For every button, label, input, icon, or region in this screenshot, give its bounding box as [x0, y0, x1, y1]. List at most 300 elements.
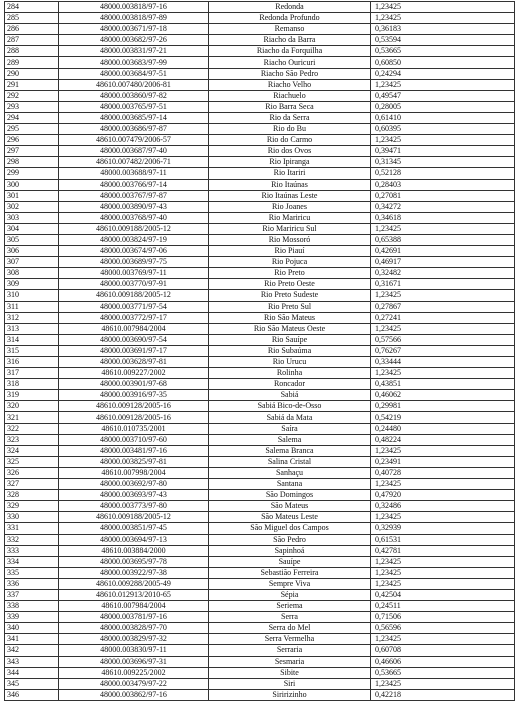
field-name-cell: Rio Sauípe	[209, 334, 371, 345]
row-number-cell: 320	[5, 401, 59, 412]
row-number-cell: 313	[5, 323, 59, 334]
table-row	[5, 379, 515, 390]
field-name-cell: Serra do Mel	[209, 623, 371, 634]
process-number-cell: 48000.003922/97-38	[59, 567, 209, 578]
table-row	[5, 35, 515, 46]
row-number-cell: 293	[5, 101, 59, 112]
process-number-cell: 48610.010735/2001	[59, 423, 209, 434]
table-row	[5, 101, 515, 112]
row-number-cell: 327	[5, 479, 59, 490]
process-number-cell: 48610.009188/2005-12	[59, 223, 209, 234]
table-row	[5, 24, 515, 35]
process-number-cell: 48000.003824/97-19	[59, 234, 209, 245]
row-number-cell: 324	[5, 445, 59, 456]
value-cell: 0,40728	[371, 467, 515, 478]
value-cell: 0,46917	[371, 257, 515, 268]
row-number-cell: 307	[5, 257, 59, 268]
field-name-cell: Riacho da Forquilha	[209, 46, 371, 57]
value-cell: 0,61410	[371, 112, 515, 123]
table-row	[5, 656, 515, 667]
value-cell: 0,42218	[371, 689, 515, 700]
table-row	[5, 589, 515, 600]
value-cell: 0,32939	[371, 523, 515, 534]
value-cell: 0,56596	[371, 623, 515, 634]
process-number-cell: 48000.003692/97-80	[59, 479, 209, 490]
table-row	[5, 601, 515, 612]
value-cell: 0,39471	[371, 146, 515, 157]
process-number-cell: 48000.003683/97-99	[59, 57, 209, 68]
field-name-cell: Redonda Profundo	[209, 13, 371, 24]
process-number-cell: 48610.009128/2005-16	[59, 401, 209, 412]
process-number-cell: 48000.003862/97-16	[59, 689, 209, 700]
process-number-cell: 48610.007482/2006-71	[59, 157, 209, 168]
row-number-cell: 337	[5, 589, 59, 600]
field-name-cell: Seriema	[209, 601, 371, 612]
table-row	[5, 168, 515, 179]
field-name-cell: Rio Itaúnas Leste	[209, 190, 371, 201]
field-name-cell: São Miguel dos Campos	[209, 523, 371, 534]
row-number-cell: 325	[5, 456, 59, 467]
process-number-cell: 48000.003481/97-16	[59, 445, 209, 456]
row-number-cell: 311	[5, 301, 59, 312]
table-row	[5, 357, 515, 368]
table-row	[5, 645, 515, 656]
process-number-cell: 48000.003916/97-35	[59, 390, 209, 401]
table-row	[5, 124, 515, 135]
process-number-cell: 48000.003696/97-31	[59, 656, 209, 667]
field-name-cell: Sauípe	[209, 556, 371, 567]
field-name-cell: Sempre Viva	[209, 578, 371, 589]
field-name-cell: Sebastião Ferreira	[209, 567, 371, 578]
table-row	[5, 46, 515, 57]
table-row	[5, 567, 515, 578]
row-number-cell: 317	[5, 368, 59, 379]
value-cell: 0,24294	[371, 68, 515, 79]
row-number-cell: 340	[5, 623, 59, 634]
field-name-cell: Riachuelo	[209, 90, 371, 101]
process-number-cell: 48610.009188/2005-12	[59, 512, 209, 523]
row-number-cell: 296	[5, 135, 59, 146]
row-number-cell: 295	[5, 124, 59, 135]
field-name-cell: Serra Vermelha	[209, 634, 371, 645]
field-name-cell: Rio Preto Oeste	[209, 279, 371, 290]
table-row	[5, 135, 515, 146]
table-row	[5, 412, 515, 423]
field-name-cell: Salema	[209, 434, 371, 445]
process-number-cell: 48000.003684/97-51	[59, 68, 209, 79]
field-name-cell: Rio Joanes	[209, 201, 371, 212]
process-number-cell: 48000.003851/97-45	[59, 523, 209, 534]
value-cell: 1,23425	[371, 13, 515, 24]
value-cell: 0,54219	[371, 412, 515, 423]
value-cell: 0,33444	[371, 357, 515, 368]
process-number-cell: 48000.003825/97-81	[59, 456, 209, 467]
field-name-cell: Rio Pojuca	[209, 257, 371, 268]
value-cell: 0,27081	[371, 190, 515, 201]
value-cell: 0,49547	[371, 90, 515, 101]
process-number-cell: 48000.003765/97-51	[59, 101, 209, 112]
field-name-cell: Saíra	[209, 423, 371, 434]
table-row	[5, 2, 515, 13]
field-name-cell: Serraria	[209, 645, 371, 656]
table-row	[5, 223, 515, 234]
table-row	[5, 456, 515, 467]
table-row	[5, 578, 515, 589]
row-number-cell: 306	[5, 246, 59, 257]
process-number-cell: 48000.003674/97-06	[59, 246, 209, 257]
field-name-cell: Rio da Serra	[209, 112, 371, 123]
process-number-cell: 48000.003671/97-18	[59, 24, 209, 35]
table-row	[5, 556, 515, 567]
process-number-cell: 48000.003767/97-87	[59, 190, 209, 201]
process-number-cell: 48000.003860/97-82	[59, 90, 209, 101]
process-number-cell: 48000.003479/97-22	[59, 678, 209, 689]
field-name-cell: Rio Barra Seca	[209, 101, 371, 112]
field-name-cell: Sabiá da Mata	[209, 412, 371, 423]
row-number-cell: 321	[5, 412, 59, 423]
field-name-cell: Sabiá Bico-de-Osso	[209, 401, 371, 412]
value-cell: 0,24480	[371, 423, 515, 434]
value-cell: 1,23425	[371, 2, 515, 13]
value-cell: 0,76267	[371, 345, 515, 356]
field-name-cell: Riacho São Pedro	[209, 68, 371, 79]
table-row	[5, 689, 515, 700]
table-row	[5, 501, 515, 512]
process-number-cell: 48610.009225/2002	[59, 667, 209, 678]
process-number-cell: 48000.003690/97-54	[59, 334, 209, 345]
field-name-cell: Rio do Bu	[209, 124, 371, 135]
process-number-cell: 48610.007984/2004	[59, 323, 209, 334]
value-cell: 0,32482	[371, 268, 515, 279]
row-number-cell: 286	[5, 24, 59, 35]
value-cell: 0,65388	[371, 234, 515, 245]
process-number-cell: 48000.003768/97-40	[59, 212, 209, 223]
row-number-cell: 326	[5, 467, 59, 478]
value-cell: 0,32486	[371, 501, 515, 512]
table-row	[5, 445, 515, 456]
row-number-cell: 346	[5, 689, 59, 700]
field-name-cell: Sapinhoá	[209, 545, 371, 556]
value-cell: 0,46062	[371, 390, 515, 401]
value-cell: 0,48224	[371, 434, 515, 445]
value-cell: 0,71506	[371, 612, 515, 623]
value-cell: 0,28403	[371, 179, 515, 190]
value-cell: 0,28005	[371, 101, 515, 112]
table-row	[5, 401, 515, 412]
value-cell: 0,57566	[371, 334, 515, 345]
value-cell: 0,53594	[371, 35, 515, 46]
value-cell: 0,31671	[371, 279, 515, 290]
value-cell: 1,23425	[371, 223, 515, 234]
table-row	[5, 323, 515, 334]
field-name-cell: Sanhaçu	[209, 467, 371, 478]
row-number-cell: 345	[5, 678, 59, 689]
process-number-cell: 48000.003687/97-40	[59, 146, 209, 157]
process-number-cell: 48000.003901/97-68	[59, 379, 209, 390]
field-name-cell: São Domingos	[209, 490, 371, 501]
value-cell: 1,23425	[371, 512, 515, 523]
process-number-cell: 48000.003769/97-11	[59, 268, 209, 279]
process-number-cell: 48000.003828/97-70	[59, 623, 209, 634]
table-row	[5, 534, 515, 545]
process-number-cell: 48610.007479/2006-57	[59, 135, 209, 146]
table-row	[5, 257, 515, 268]
table-row	[5, 678, 515, 689]
row-number-cell: 312	[5, 312, 59, 323]
field-name-cell: Rio Mariricu	[209, 212, 371, 223]
value-cell: 0,34618	[371, 212, 515, 223]
row-number-cell: 288	[5, 46, 59, 57]
row-number-cell: 289	[5, 57, 59, 68]
table-row	[5, 268, 515, 279]
table-row	[5, 146, 515, 157]
value-cell: 0,27867	[371, 301, 515, 312]
value-cell: 0,34272	[371, 201, 515, 212]
field-name-cell: Rio São Mateus Oeste	[209, 323, 371, 334]
row-number-cell: 303	[5, 212, 59, 223]
table-row	[5, 467, 515, 478]
row-number-cell: 333	[5, 545, 59, 556]
table-row	[5, 112, 515, 123]
process-number-cell: 48000.003771/97-54	[59, 301, 209, 312]
row-number-cell: 329	[5, 501, 59, 512]
field-name-cell: Remanso	[209, 24, 371, 35]
value-cell: 1,23425	[371, 290, 515, 301]
table-row	[5, 368, 515, 379]
field-name-cell: Rio do Carmo	[209, 135, 371, 146]
table-row	[5, 212, 515, 223]
value-cell: 1,23425	[371, 578, 515, 589]
field-name-cell: São Mateus	[209, 501, 371, 512]
table-row	[5, 390, 515, 401]
row-number-cell: 318	[5, 379, 59, 390]
row-number-cell: 330	[5, 512, 59, 523]
table-row	[5, 190, 515, 201]
process-number-cell: 48000.003830/97-11	[59, 645, 209, 656]
value-cell: 1,23425	[371, 634, 515, 645]
value-cell: 0,42504	[371, 589, 515, 600]
process-number-cell: 48000.003688/97-11	[59, 168, 209, 179]
field-name-cell: Roncador	[209, 379, 371, 390]
row-number-cell: 285	[5, 13, 59, 24]
table-row	[5, 68, 515, 79]
process-number-cell: 48000.003831/97-21	[59, 46, 209, 57]
process-number-cell: 48000.003691/97-17	[59, 345, 209, 356]
field-name-cell: Serra	[209, 612, 371, 623]
value-cell: 0,36183	[371, 24, 515, 35]
table-row	[5, 334, 515, 345]
value-cell: 0,46606	[371, 656, 515, 667]
process-number-cell: 48000.003770/97-91	[59, 279, 209, 290]
value-cell: 1,23425	[371, 135, 515, 146]
row-number-cell: 298	[5, 157, 59, 168]
table-row	[5, 434, 515, 445]
process-number-cell: 48000.003628/97-81	[59, 357, 209, 368]
value-cell: 1,23425	[371, 445, 515, 456]
value-cell: 0,60850	[371, 57, 515, 68]
table-row	[5, 523, 515, 534]
row-number-cell: 308	[5, 268, 59, 279]
row-number-cell: 291	[5, 79, 59, 90]
row-number-cell: 305	[5, 234, 59, 245]
table-row	[5, 301, 515, 312]
value-cell: 0,60395	[371, 124, 515, 135]
field-name-cell: Rio Ipiranga	[209, 157, 371, 168]
process-number-cell: 48000.003694/97-13	[59, 534, 209, 545]
value-cell: 0,61531	[371, 534, 515, 545]
table-row	[5, 201, 515, 212]
row-number-cell: 300	[5, 179, 59, 190]
row-number-cell: 294	[5, 112, 59, 123]
process-number-cell: 48000.003829/97-32	[59, 634, 209, 645]
field-name-cell: Sesmaria	[209, 656, 371, 667]
table-row	[5, 667, 515, 678]
table-row	[5, 312, 515, 323]
field-name-cell: Rio Itaúnas	[209, 179, 371, 190]
field-name-cell: Siririzinho	[209, 689, 371, 700]
process-number-cell: 48000.003710/97-60	[59, 434, 209, 445]
field-name-cell: São Pedro	[209, 534, 371, 545]
row-number-cell: 343	[5, 656, 59, 667]
field-name-cell: Salema Branca	[209, 445, 371, 456]
field-name-cell: Sibite	[209, 667, 371, 678]
row-number-cell: 339	[5, 612, 59, 623]
process-number-cell: 48000.003773/97-80	[59, 501, 209, 512]
table-row	[5, 90, 515, 101]
row-number-cell: 292	[5, 90, 59, 101]
field-name-cell: Rio Mariricu Sul	[209, 223, 371, 234]
field-name-cell: Rio Preto Sul	[209, 301, 371, 312]
table-row	[5, 423, 515, 434]
row-number-cell: 314	[5, 334, 59, 345]
table-row	[5, 479, 515, 490]
value-cell: 0,31345	[371, 157, 515, 168]
table-row	[5, 179, 515, 190]
process-number-cell: 48610.009188/2005-12	[59, 290, 209, 301]
row-number-cell: 315	[5, 345, 59, 356]
process-number-cell: 48610.007480/2006-81	[59, 79, 209, 90]
value-cell: 1,23425	[371, 567, 515, 578]
table-row	[5, 490, 515, 501]
field-name-cell: Rio Mossoró	[209, 234, 371, 245]
process-number-cell: 48000.003772/97-17	[59, 312, 209, 323]
row-number-cell: 322	[5, 423, 59, 434]
row-number-cell: 290	[5, 68, 59, 79]
value-cell: 1,23425	[371, 556, 515, 567]
process-number-cell: 48610.012913/2010-65	[59, 589, 209, 600]
field-name-cell: Rio Preto	[209, 268, 371, 279]
row-number-cell: 341	[5, 634, 59, 645]
value-cell: 0,43851	[371, 379, 515, 390]
value-cell: 0,47920	[371, 490, 515, 501]
row-number-cell: 323	[5, 434, 59, 445]
row-number-cell: 336	[5, 578, 59, 589]
row-number-cell: 342	[5, 645, 59, 656]
row-number-cell: 301	[5, 190, 59, 201]
field-name-cell: Riacho da Barra	[209, 35, 371, 46]
table-row	[5, 345, 515, 356]
field-name-cell: Salina Cristal	[209, 456, 371, 467]
process-number-cell: 48000.003818/97-16	[59, 2, 209, 13]
process-number-cell: 48610.007998/2004	[59, 467, 209, 478]
row-number-cell: 310	[5, 290, 59, 301]
process-number-cell: 48000.003682/97-26	[59, 35, 209, 46]
process-number-cell: 48610.009227/2002	[59, 368, 209, 379]
field-name-cell: Rio Piauí	[209, 246, 371, 257]
process-number-cell: 48610.009288/2005-49	[59, 578, 209, 589]
table-row	[5, 512, 515, 523]
row-number-cell: 328	[5, 490, 59, 501]
table-row	[5, 623, 515, 634]
field-name-cell: Sépia	[209, 589, 371, 600]
process-number-cell: 48610.007984/2004	[59, 601, 209, 612]
field-name-cell: Siri	[209, 678, 371, 689]
row-number-cell: 299	[5, 168, 59, 179]
row-number-cell: 297	[5, 146, 59, 157]
row-number-cell: 332	[5, 534, 59, 545]
value-cell: 0,53665	[371, 667, 515, 678]
table-row	[5, 246, 515, 257]
row-number-cell: 334	[5, 556, 59, 567]
row-number-cell: 338	[5, 601, 59, 612]
value-cell: 0,42781	[371, 545, 515, 556]
value-cell: 1,23425	[371, 479, 515, 490]
field-name-cell: Santana	[209, 479, 371, 490]
process-number-cell: 48000.003818/97-89	[59, 13, 209, 24]
table-row	[5, 279, 515, 290]
field-name-cell: Redonda	[209, 2, 371, 13]
table-body	[5, 2, 515, 701]
table-row	[5, 234, 515, 245]
row-number-cell: 284	[5, 2, 59, 13]
value-cell: 1,23425	[371, 678, 515, 689]
value-cell: 0,27241	[371, 312, 515, 323]
row-number-cell: 304	[5, 223, 59, 234]
table-row	[5, 79, 515, 90]
process-number-cell: 48000.003766/97-14	[59, 179, 209, 190]
row-number-cell: 302	[5, 201, 59, 212]
table-row	[5, 612, 515, 623]
value-cell: 0,24511	[371, 601, 515, 612]
table-row	[5, 634, 515, 645]
row-number-cell: 316	[5, 357, 59, 368]
field-name-cell: São Mateus Leste	[209, 512, 371, 523]
row-number-cell: 331	[5, 523, 59, 534]
table-row	[5, 57, 515, 68]
value-cell: 0,52128	[371, 168, 515, 179]
process-number-cell: 48000.003890/97-43	[59, 201, 209, 212]
field-name-cell: Rolinha	[209, 368, 371, 379]
field-name-cell: Riacho Velho	[209, 79, 371, 90]
table-row	[5, 290, 515, 301]
process-number-cell: 48000.003689/97-75	[59, 257, 209, 268]
value-cell: 0,53665	[371, 46, 515, 57]
value-cell: 1,23425	[371, 79, 515, 90]
process-number-cell: 48000.003686/97-87	[59, 124, 209, 135]
field-name-cell: Rio dos Ovos	[209, 146, 371, 157]
field-name-cell: Rio Itariri	[209, 168, 371, 179]
value-cell: 1,23425	[371, 368, 515, 379]
value-cell: 1,23425	[371, 323, 515, 334]
process-number-cell: 48000.003685/97-14	[59, 112, 209, 123]
value-cell: 0,23491	[371, 456, 515, 467]
field-name-cell: Rio Urucu	[209, 357, 371, 368]
process-number-cell: 48000.003695/97-78	[59, 556, 209, 567]
field-name-cell: Rio São Mateus	[209, 312, 371, 323]
row-number-cell: 309	[5, 279, 59, 290]
data-table	[4, 1, 515, 701]
row-number-cell: 319	[5, 390, 59, 401]
